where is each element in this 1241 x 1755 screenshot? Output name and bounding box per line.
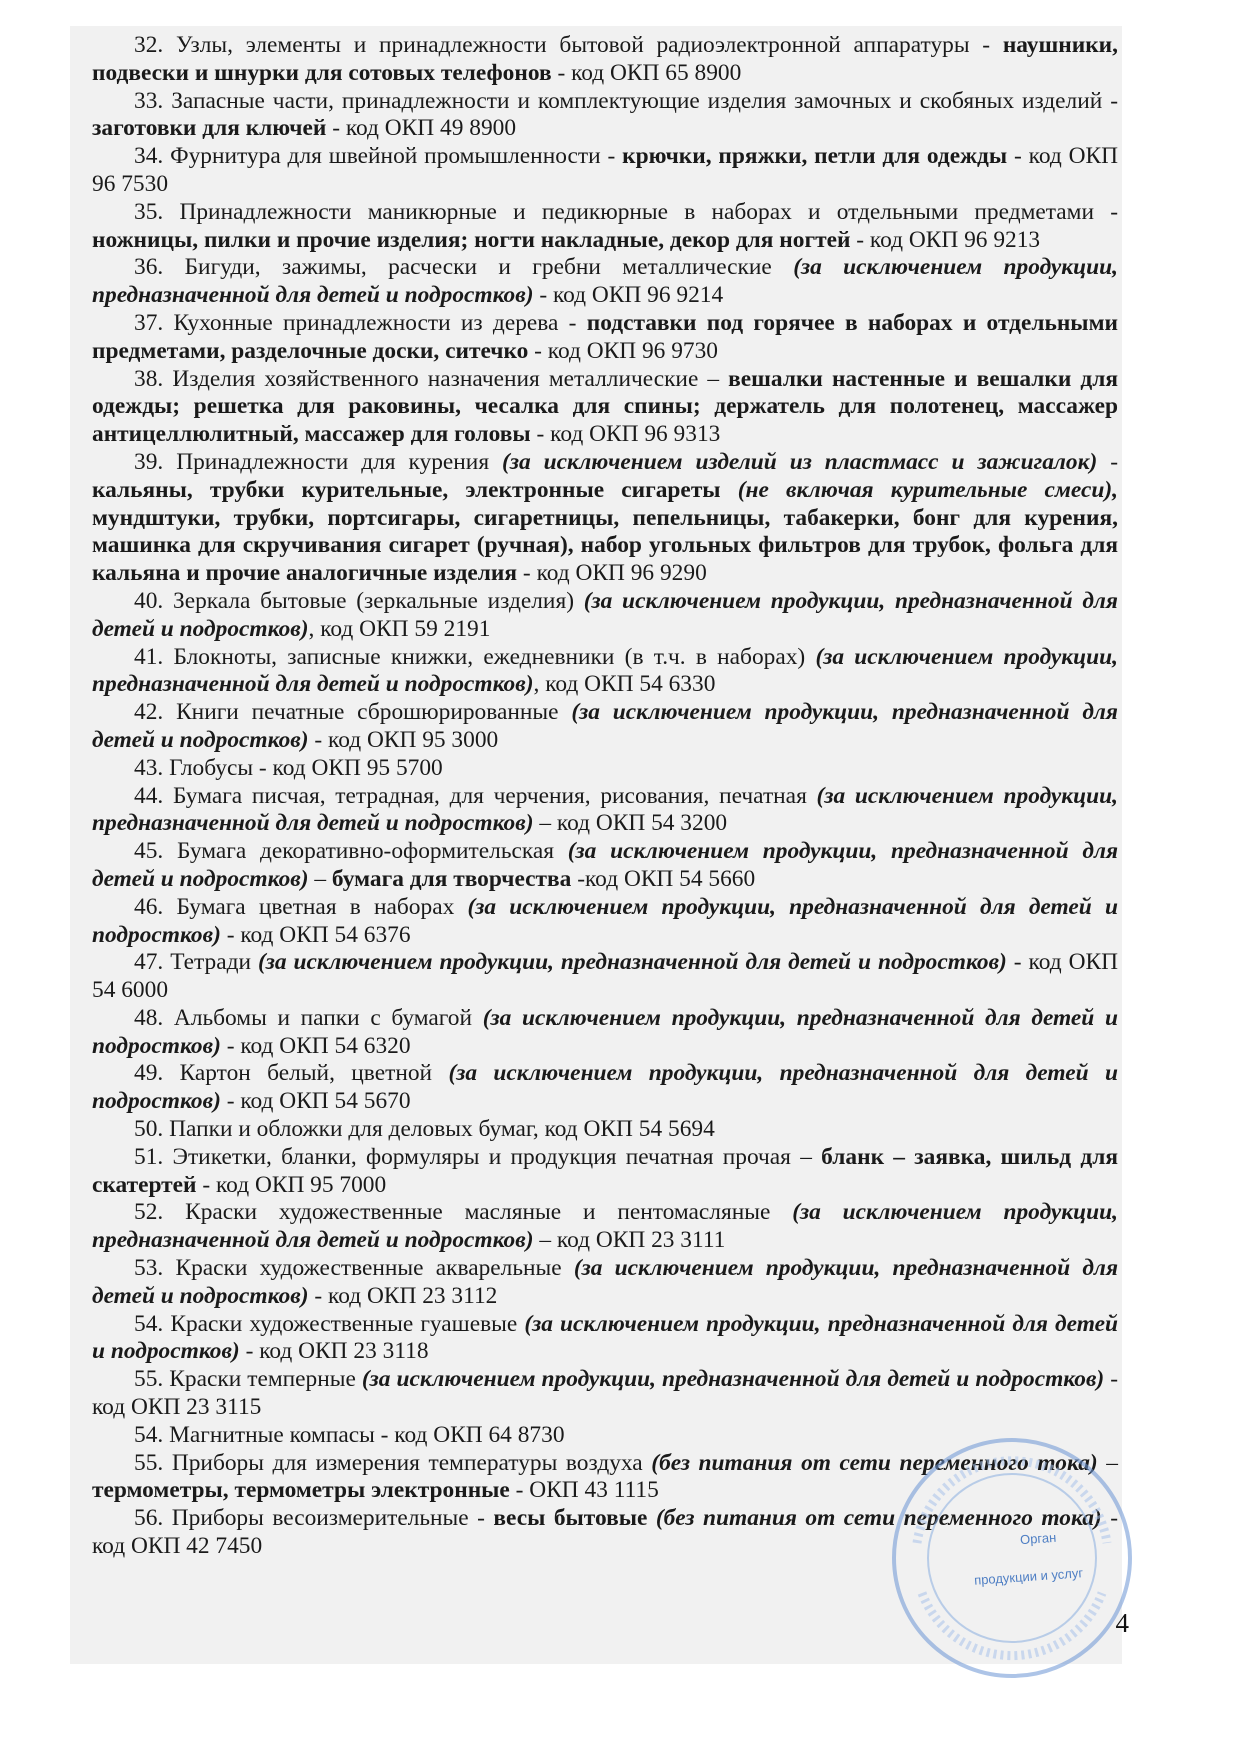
item-italic-note: (за исключением продукции, предназначенной для детей и подростков): [92, 782, 1118, 837]
item-italic-note: (без питания от сети переменного тока): [651, 1449, 1098, 1476]
item-number: 43.: [134, 754, 164, 781]
item-number: 36.: [134, 254, 164, 281]
list-item: [92, 366, 1118, 449]
item-italic-note: (за исключением продукции, предназначенной для детей и подростков): [92, 643, 1118, 698]
item-italic-note: (за исключением продукции, предназначенной для детей и подростков): [92, 1310, 1119, 1365]
item-text: Краски художественные акварельные: [175, 1255, 574, 1282]
item-text: , код ОКП 54 6330: [533, 671, 716, 698]
item-text: Узлы, элементы и принадлежности бытовой радиоэлектронной аппаратуры -: [176, 32, 1003, 58]
item-number: 51.: [134, 1143, 164, 1170]
item-number: 47.: [134, 949, 164, 976]
item-number: 44.: [134, 782, 164, 809]
item-number: 45.: [134, 838, 164, 865]
item-bold-text: наушники, подвески и шнурки для сотовых телефонов: [92, 32, 1118, 86]
item-text: Книги печатные сброшюрированные: [176, 699, 572, 726]
item-italic-note: (за исключением продукции, предназначенной для детей и подростков): [92, 1004, 1118, 1059]
item-text: - код ОКП 23 3118: [239, 1338, 429, 1365]
item-text: - код ОКП 54 6376: [220, 921, 411, 948]
item-text: –: [308, 865, 332, 892]
item-number: 34.: [134, 143, 164, 170]
item-italic-note: (за исключением продукции, предназначенной для детей и подростков): [361, 1366, 1105, 1393]
item-text: – код ОКП 54 3200: [533, 810, 728, 837]
item-text: Бумага декоративно-оформительская: [176, 838, 568, 865]
list-item: [92, 310, 1118, 366]
item-number: 35.: [134, 198, 164, 225]
list-item: [92, 755, 1118, 783]
item-italic-note: (за исключением изделий из пластмасс и зажигалок): [502, 448, 1098, 475]
item-text: Бумага писчая, тетрадная, для черчения, рисования, печатная: [172, 782, 817, 809]
list-item: [92, 699, 1118, 755]
item-number: 48.: [134, 1004, 164, 1031]
item-text: - код ОКП 65 8900: [551, 59, 742, 86]
item-number: 53.: [134, 1255, 164, 1282]
item-italic-note: (за исключением продукции, предназначенной для детей и подростков): [92, 699, 1118, 753]
item-number: 54.: [134, 1310, 164, 1337]
item-text: Этикетки, бланки, формуляры и продукция печатная прочая –: [172, 1143, 822, 1170]
item-text: Приборы для измерения температуры воздуха: [171, 1449, 652, 1476]
item-number: 37.: [134, 309, 164, 336]
item-text: Фурнитура для швейной промышленности -: [170, 143, 623, 170]
item-text: Зеркала бытовые (зеркальные изделия): [172, 587, 584, 614]
item-number: 46.: [134, 893, 164, 920]
item-bold-text: заготовки для ключей: [92, 115, 327, 142]
item-text: Картон белый, цветной: [179, 1060, 449, 1087]
item-italic-note: (за исключением продукции, предназначенной для детей и подростков): [92, 838, 1118, 892]
item-text: - код ОКП 96 9214: [533, 282, 724, 309]
item-text: - ОКП 43 1115: [509, 1477, 659, 1504]
item-text: -код ОКП 54 5660: [571, 865, 756, 892]
item-italic-note: (за исключением продукции, предназначенной для детей и подростков): [92, 1199, 1118, 1254]
list-item: [92, 1199, 1118, 1255]
list-item: [92, 644, 1118, 700]
item-italic-note: (за исключением продукции, предназначенной для детей и подростков): [92, 1060, 1118, 1115]
list-item: [92, 1005, 1118, 1061]
item-italic-note: (за исключением продукции, предназначенной для детей и подростков): [257, 949, 1007, 976]
item-bold-text: ножницы, пилки и прочие изделия; ногти накладные, декор для ногтей: [92, 226, 851, 253]
item-number: 55.: [134, 1449, 164, 1476]
stamp-text-line2: продукции и услуг: [973, 1565, 1084, 1588]
item-text: Бумага цветная в наборах: [176, 893, 468, 920]
item-number: 38.: [134, 365, 164, 392]
item-bold-text: кальяны, трубки курительные, электронные сигареты: [92, 476, 738, 503]
list-item: [92, 88, 1118, 144]
item-text: Приборы весоизмерительные -: [171, 1505, 494, 1532]
item-italic-note: (за исключением продукции, предназначенной для детей и подростков): [92, 587, 1118, 642]
item-number: 40.: [134, 587, 164, 614]
stamp-text-line1: Орган: [1019, 1529, 1057, 1548]
item-text: Блокноты, записные книжки, ежедневники (в т.ч. в наборах): [173, 643, 816, 670]
item-text: - код ОКП 49 8900: [326, 115, 517, 142]
item-number: 54.: [134, 1421, 164, 1448]
item-text: - код ОКП 96 9290: [517, 560, 707, 587]
item-text: Папки и обложки для деловых бумаг, код ОКП 54 5694: [169, 1116, 715, 1143]
list-item: [92, 32, 1118, 88]
list-item: [92, 1060, 1118, 1116]
item-number: 39.: [134, 448, 164, 475]
list-item: [92, 949, 1118, 1005]
list-item: [92, 1116, 1118, 1144]
item-text: Глобусы - код ОКП 95 5700: [169, 754, 443, 781]
item-number: 32.: [134, 32, 164, 58]
item-text: Альбомы и папки с бумагой: [173, 1004, 483, 1031]
list-item: [92, 449, 1118, 588]
item-number: 41.: [134, 643, 164, 670]
item-number: 52.: [134, 1199, 164, 1226]
item-text: , код ОКП 59 2191: [308, 615, 491, 642]
item-text: Принадлежности маникюрные и педикюрные в наборах и отдельными предметами -: [179, 198, 1118, 225]
item-italic-note: (за исключением продукции, предназначенной для детей и подростков): [92, 254, 1119, 309]
item-text: - код ОКП 54 6000: [92, 949, 1118, 1004]
list-item: [92, 1366, 1118, 1422]
item-text: - код ОКП 23 3112: [308, 1282, 498, 1309]
item-bold-text: весы бытовые: [493, 1505, 656, 1532]
item-bold-text: бланк – заявка, шильд для скатертей: [92, 1143, 1118, 1198]
item-text: - код ОКП 54 5670: [220, 1088, 411, 1115]
item-text: - код ОКП 95 7000: [196, 1171, 387, 1198]
list-item: [92, 838, 1118, 894]
item-italic-note: (за исключением продукции, предназначенной для детей и подростков): [92, 893, 1118, 948]
list-item: [92, 783, 1118, 839]
list-item: [92, 894, 1118, 950]
item-text: Запасные части, принадлежности и комплектующие изделия замочных и скобяных изделий -: [171, 87, 1118, 114]
list-item: [92, 199, 1118, 255]
item-bold-text: вешалки настенные и вешалки для одежды; решетка для раковины, чесалка для спины; держатель для полотенец, массажер антицеллюлитный, массажер для головы: [92, 365, 1118, 448]
item-text: Кухонные принадлежности из дерева -: [173, 309, 587, 336]
item-text: –: [1097, 1449, 1118, 1476]
item-text: Краски художественные гуашевые: [170, 1310, 525, 1337]
item-number: 50.: [134, 1116, 164, 1143]
item-text: Изделия хозяйственного назначения металлические –: [172, 365, 729, 392]
item-text: – код ОКП 23 3111: [533, 1227, 726, 1254]
item-text: - код ОКП 54 6320: [220, 1032, 411, 1059]
list-item: [92, 588, 1118, 644]
item-text: - код ОКП 23 3115: [92, 1366, 1119, 1421]
item-text: - код ОКП 96 9213: [850, 226, 1041, 253]
item-text: -: [1097, 448, 1118, 475]
item-text: - код ОКП 42 7450: [92, 1505, 1118, 1560]
item-text: Краски художественные масляные и пентомасляные: [185, 1199, 793, 1226]
item-number: 42.: [134, 699, 164, 726]
page-number: 4: [1115, 1608, 1129, 1638]
item-text: Бигуди, зажимы, расчески и гребни металлические: [184, 254, 794, 281]
list-item: [92, 1144, 1118, 1200]
item-text: - код ОКП 96 9313: [530, 421, 721, 448]
certification-stamp: [887, 1433, 1137, 1683]
item-bold-text: бумага для творчества: [331, 865, 572, 892]
item-bold-text: термометры, термометры электронные: [92, 1477, 510, 1504]
item-number: 56.: [134, 1505, 164, 1532]
item-number: 33.: [134, 87, 164, 114]
item-bold-text: мундштуки, трубки, портсигары, сигаретницы, пепельницы, табакерки, бонг для курения, машинка для скручивания сигарет (ручная), набор угольных фильтров для трубок, фольга для кальяна и прочие аналогичные изделия: [92, 504, 1118, 587]
list-item: [92, 1311, 1118, 1367]
item-italic-note: (без питания от сети переменного тока): [655, 1505, 1102, 1532]
item-italic-note: (за исключением продукции, предназначенной для детей и подростков): [92, 1255, 1118, 1309]
list-item: [92, 1255, 1118, 1311]
item-text: - код ОКП 96 7530: [92, 143, 1118, 197]
list-item: [92, 143, 1118, 199]
item-text: - код ОКП 95 3000: [308, 726, 499, 753]
item-bold-text: подставки под горячее в наборах и отдельными предметами, разделочные доски, ситечко: [92, 309, 1118, 364]
item-number: 55.: [134, 1366, 164, 1393]
document-body: [92, 32, 1118, 1561]
item-text: Краски темперные: [169, 1366, 362, 1393]
item-text: Принадлежности для курения: [176, 448, 503, 475]
item-italic-note: (не включая курительные смеси),: [737, 476, 1118, 503]
item-number: 49.: [134, 1060, 164, 1087]
list-item: [92, 254, 1118, 310]
item-text: Магнитные компасы - код ОКП 64 8730: [169, 1421, 565, 1448]
item-text: - код ОКП 96 9730: [528, 337, 718, 364]
item-text: Тетради: [170, 949, 258, 976]
item-bold-text: крючки, пряжки, петли для одежды: [622, 143, 1008, 170]
